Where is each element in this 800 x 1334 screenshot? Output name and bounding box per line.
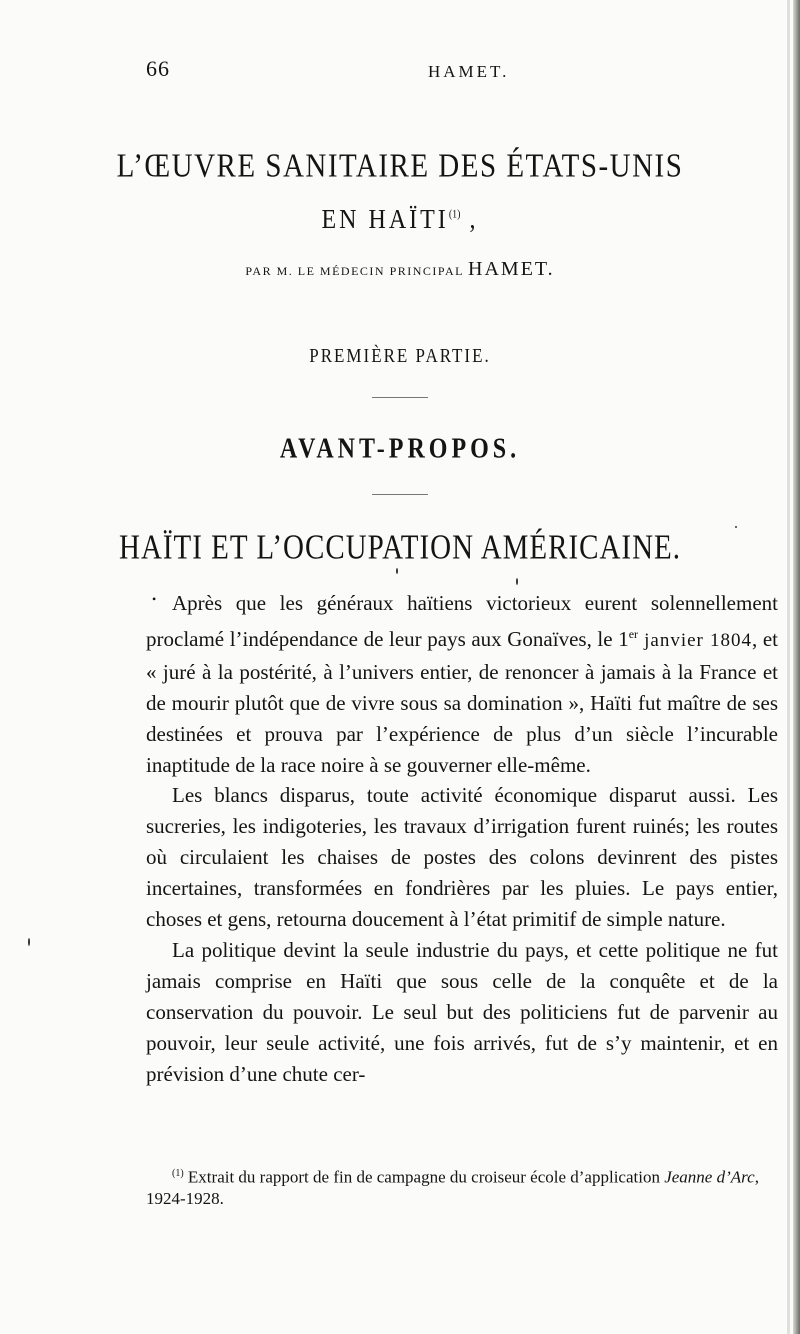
paragraph-text: Après que les généraux haïtiens victorieux eurent solennellement proclamé l’indépendance de leur pays aux Gonaïves, le 1: [146, 591, 778, 651]
footnote: [146, 1163, 780, 1209]
footnote-text-end: , 1924-1928.: [146, 1167, 759, 1208]
paper-speck: [396, 568, 398, 574]
paragraph: La politique devint la seule industrie du pays, et cette politique ne fut jamais comprise en Haïti que sous celle de la conquête et de la conservation du pouvoir. Le seul but des politiciens fut de parvenir au pouvoir, leur seule activité, une fois arrivés, fut de s’y maintenir, et en prévision d’une chute cer-: [146, 937, 778, 1086]
author-name: HAMET.: [468, 258, 555, 280]
paragraph-text: , et « juré à la postérité, à l’univers entier, de renoncer à jamais à la France et de mourir plutôt que de vivre sous sa domination », Haïti fut maître de ses destinées et prouva par l’expérience de plus d’un siècle l’incurable inaptitude de la race noire à se gouverner elle-même.: [146, 626, 778, 777]
part-title: PREMIÈRE PARTIE.: [309, 344, 491, 367]
paper-speck: [516, 578, 518, 585]
paragraph: [146, 588, 778, 780]
divider-rule: [372, 494, 428, 495]
title-comma: ,: [460, 204, 479, 235]
page-edge-line: [787, 0, 790, 1334]
footnote-mark: (1): [172, 1168, 184, 1179]
page-edge-shadow: [793, 0, 800, 1334]
paper-speck: [735, 526, 737, 528]
footnote-text: Extrait du rapport de fin de campagne du croiseur école d’application: [183, 1167, 665, 1187]
ordinal-superscript: er: [628, 626, 639, 641]
date-text: janvier 1804: [638, 629, 752, 651]
paper-speck: [28, 938, 30, 946]
body-text: [146, 588, 778, 1090]
byline-prefix: PAR M. LE MÉDECIN PRINCIPAL: [245, 264, 469, 278]
footnote-reference: (1): [448, 208, 461, 222]
ship-name: Jeanne d’Arc: [664, 1167, 755, 1187]
footnote-paragraph: [146, 1163, 780, 1209]
section-title: HAÏTI ET L’OCCUPATION AMÉRICAINE.: [119, 528, 681, 568]
margin-mark: •: [152, 592, 157, 606]
foreword-heading: AVANT-PROPOS.: [279, 433, 521, 465]
title-haiti: EN HAÏTI: [321, 204, 449, 235]
divider-rule: [372, 397, 428, 398]
article-title-line2: [0, 205, 800, 236]
running-head: HAMET.: [428, 62, 510, 81]
paragraph: Les blancs disparus, toute activité économique disparut aussi. Les sucreries, les indigoteries, les travaux d’irrigation furent ruinés; les routes où circulaient les chaises de postes des colons devinrent des pistes incertaines, transformées en fondrières par les pluies. Le pays entier, choses et gens, retourna doucement à l’état primitif de simple nature.: [146, 783, 778, 932]
article-title: L’ŒUVRE SANITAIRE DES ÉTATS-UNIS: [116, 147, 684, 185]
page-number: 66: [146, 56, 170, 81]
byline: [0, 258, 800, 281]
page-header: [146, 56, 746, 88]
